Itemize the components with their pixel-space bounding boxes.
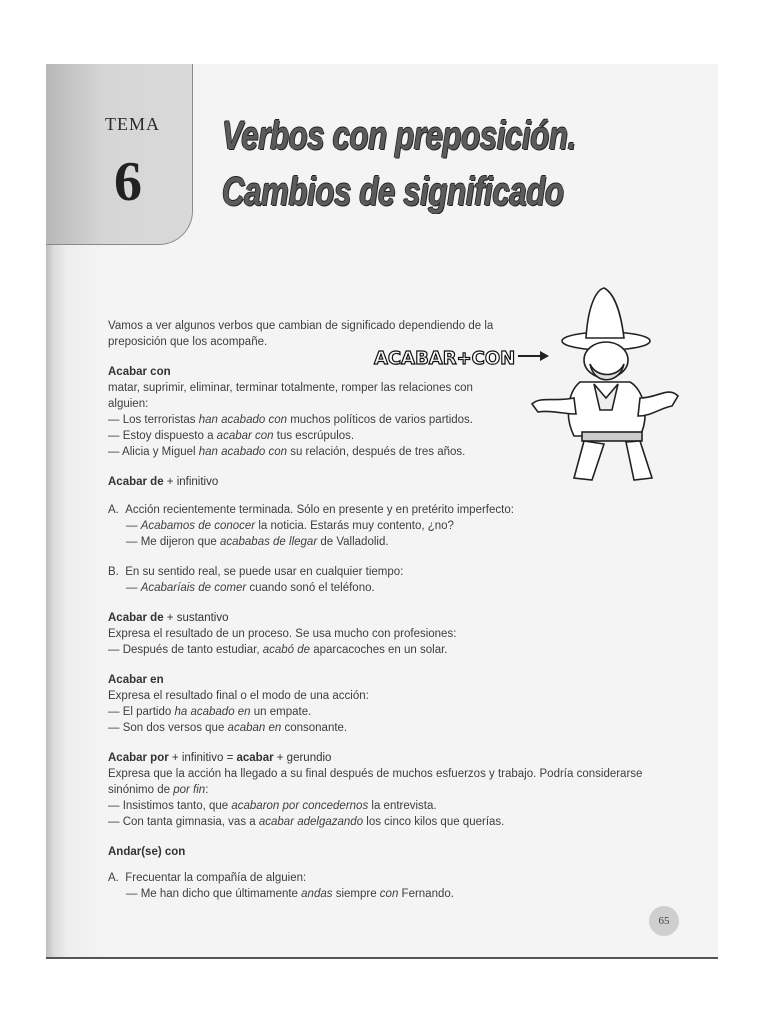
definition-line: Expresa el resultado final o el modo de una acción:	[108, 690, 369, 702]
definition-line: Expresa que la acción ha llegado a su final después de muchos esfuerzos y trabajo. Podría considerarse	[108, 768, 643, 780]
section-heading-acabar-por: Acabar por + infinitivo = acabar + gerundio	[108, 752, 332, 764]
definition-line: alguien:	[108, 398, 149, 410]
page-bottom-edge	[46, 957, 718, 959]
section-heading-acabar-de-sustantivo: Acabar de + sustantivo	[108, 612, 229, 624]
definition-line: sinónimo de por fin:	[108, 784, 209, 796]
title-line-1: Verbos con preposición.	[222, 114, 576, 158]
subsection-b: B. En su sentido real, se puede usar en cualquier tiempo:	[108, 566, 404, 578]
section-heading-acabar-en: Acabar en	[108, 674, 164, 686]
example-line: — Estoy dispuesto a acabar con tus escrúpulos.	[108, 430, 355, 442]
example-line: — Me han dicho que últimamente andas siempre con Fernando.	[126, 888, 454, 900]
example-line: — Acabamos de conocer la noticia. Estarás muy contento, ¿no?	[126, 520, 454, 532]
main-content	[108, 318, 708, 902]
tema-number: 6	[114, 151, 142, 213]
example-line: — Los terroristas han acabado con muchos políticos de varios partidos.	[108, 414, 474, 426]
page-title	[222, 108, 576, 220]
section-heading-acabar-de-infinitivo: Acabar de + infinitivo	[108, 476, 219, 488]
example-line: — Me dijeron que acababas de llegar de Valladolid.	[126, 536, 389, 548]
tema-label: TEMA	[105, 114, 160, 134]
definition-line: Expresa el resultado de un proceso. Se usa mucho con profesiones:	[108, 628, 457, 640]
example-line: — Después de tanto estudiar, acabó de aparcacoches en un solar.	[108, 644, 448, 656]
intro-line-1: Vamos a ver algunos verbos que cambian de significado dependiendo de la	[108, 320, 494, 332]
example-line: — Insistimos tanto, que acabaron por concedernos la entrevista.	[108, 800, 437, 812]
page-number: 65	[649, 906, 679, 936]
intro-line-2: preposición que los acompañe.	[108, 336, 268, 348]
example-line: — Con tanta gimnasia, vas a acabar adelgazando los cinco kilos que querías.	[108, 816, 505, 828]
example-line: — Acabaríais de comer cuando sonó el teléfono.	[126, 582, 375, 594]
example-line: — Son dos versos que acaban en consonante.	[108, 722, 348, 734]
section-heading-andarse-con: Andar(se) con	[108, 846, 186, 858]
title-line-2: Cambios de significado	[222, 170, 564, 214]
section-heading-acabar-con: Acabar con	[108, 366, 171, 378]
example-line: — Alicia y Miguel han acabado con su relación, después de tres años.	[108, 446, 466, 458]
subsection-a: A. Frecuentar la compañía de alguien:	[108, 872, 307, 884]
definition-line: matar, suprimir, eliminar, terminar totalmente, romper las relaciones con	[108, 382, 473, 394]
example-line: — El partido ha acabado en un empate.	[108, 706, 312, 718]
subsection-a: A. Acción recientemente terminada. Sólo en presente y en pretérito imperfecto:	[108, 504, 514, 516]
illustration-label: ACABAR+CON	[374, 348, 516, 369]
